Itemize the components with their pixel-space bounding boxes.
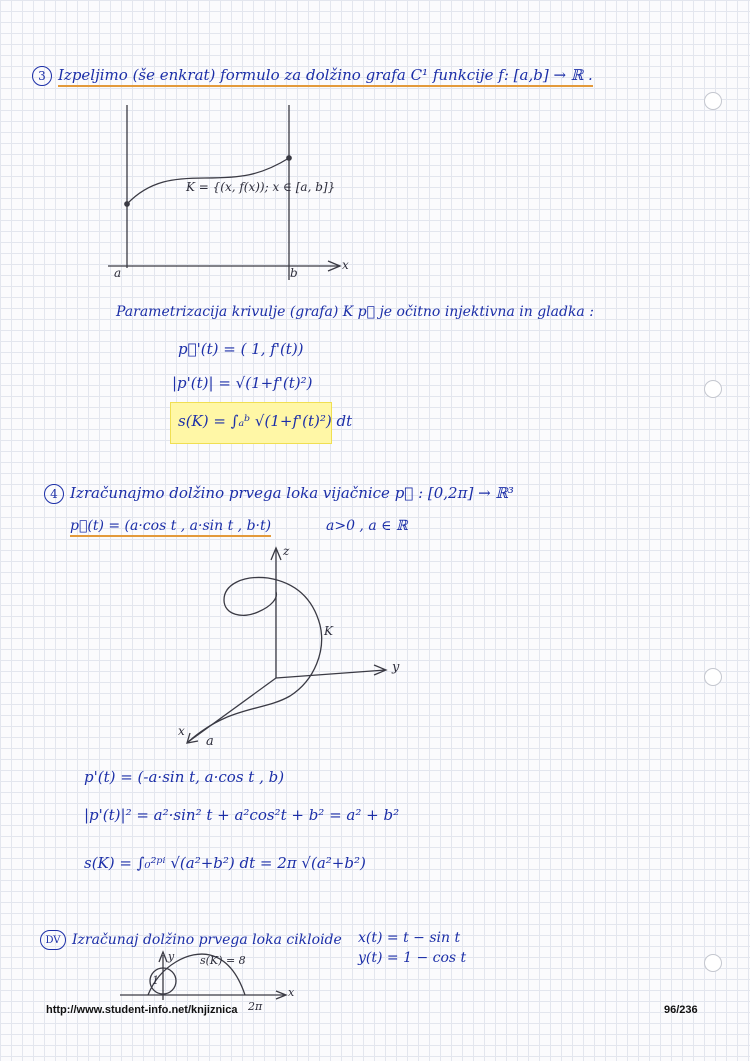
source-link[interactable]: http://www.student-info.net/knjiznica — [46, 1004, 238, 1016]
parametrization-statement: Parametrizacija krivulje (grafa) K p⃗ je očitno injektivna in gladka : — [116, 304, 594, 320]
section-4-heading — [44, 484, 514, 504]
helix-arc-length: s(K) = ∫₀²ᵖⁱ √(a²+b²) dt = 2π √(a²+b²) — [84, 854, 366, 872]
derivative-equation: p⃗'(t) = ( 1, f'(t)) — [178, 340, 304, 358]
helix-derivative-norm: |p'(t)|² = a²·sin² t + a²cos²t + b² = a² + b² — [84, 806, 400, 824]
cycloid-2pi-label: 2π — [248, 1000, 263, 1013]
section-4-number: 4 — [44, 484, 64, 504]
helix-derivative: p'(t) = (-a·sin t, a·cos t , b) — [84, 768, 285, 786]
graph-curve-label: K = {(x, f(x)); x ∈ [a, b]} — [186, 180, 336, 194]
homework-statement: Izračunaj dolžino prvega loka cikloide — [72, 932, 342, 948]
curve-start-point — [125, 202, 129, 206]
page-number: 96/236 — [664, 1004, 698, 1016]
cycloid-x-label: x — [288, 986, 295, 999]
y-axis-line — [276, 670, 385, 678]
curve-end-point — [287, 156, 291, 160]
helix-curve — [188, 577, 322, 742]
cycloid-one-label: 1 — [152, 974, 159, 987]
cycloid-y-label: y — [168, 950, 175, 963]
cycloid-x-equation: x(t) = t − sin t — [358, 930, 461, 946]
helix-y-label: y — [392, 660, 400, 675]
graph-x-label: x — [342, 258, 349, 272]
graph-b-label: b — [290, 266, 298, 280]
helix-figure — [187, 548, 386, 743]
section-3-heading — [32, 66, 593, 86]
homework-label: DV — [40, 930, 66, 950]
arc-length-formula: s(K) = ∫ₐᵇ √(1+f'(t)²) dt — [178, 412, 353, 430]
section-4-statement: Izračunajmo dolžino prvega loka vijačnice p⃗ : [0,2π] → ℝ³ — [70, 484, 514, 502]
helix-condition: a>0 , a ∈ ℝ — [326, 518, 408, 534]
homework-heading — [40, 930, 342, 950]
graph-a-label: a — [114, 266, 122, 280]
x-axis-line — [188, 678, 276, 742]
helix-x-label: x — [178, 724, 185, 738]
helix-parametrization: p⃗(t) = (a·cos t , a·sin t , b·t) — [70, 518, 271, 537]
derivative-norm-equation: |p'(t)| = √(1+f'(t)²) — [172, 374, 313, 392]
section-3-statement: Izpeljimo (še enkrat) formulo za dolžino grafa C¹ funkcije f: [a,b] → ℝ . — [58, 66, 593, 87]
cycloid-y-equation: y(t) = 1 − cos t — [358, 950, 467, 966]
cycloid-length-note: s(K) = 8 — [200, 954, 246, 967]
section-3-number: 3 — [32, 66, 52, 86]
helix-z-label: z — [283, 544, 290, 558]
helix-curve-label: K — [324, 624, 333, 638]
helix-a-label: a — [206, 734, 214, 749]
